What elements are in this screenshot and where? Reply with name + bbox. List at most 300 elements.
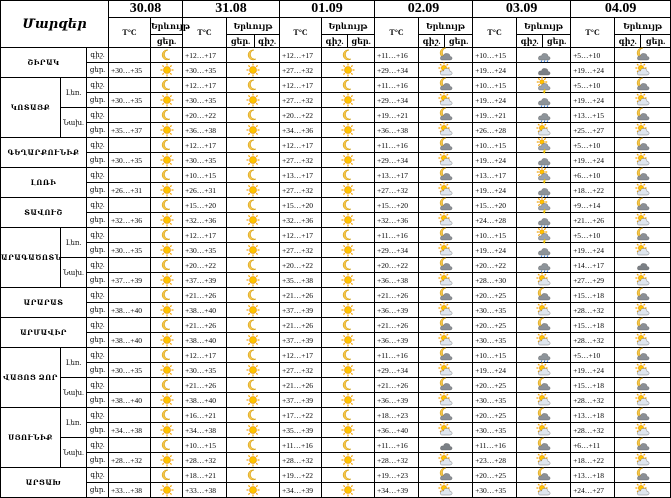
temperature-range: +20…+22 [473,258,517,273]
temperature-range: +32…+36 [375,213,419,228]
temperature-range: +10…+15 [473,348,517,363]
table-row [1,153,671,168]
sun-cloud-icon [615,423,671,438]
temperature-range: +19…+24 [473,363,517,378]
day-night-label: ցեր. [87,333,109,348]
moon-icon [322,378,375,393]
table-row [1,198,671,213]
temperature-range: +20…+22 [280,108,322,123]
sun-icon [151,243,183,258]
sun-icon [151,333,183,348]
temperature-range: +30…+35 [183,243,227,258]
moon-cloud-icon [517,378,571,393]
moon-cloud-icon [419,378,473,393]
sun-cloud-icon [615,453,671,468]
moon-cloud-icon [517,318,571,333]
day-night-label: ցեր. [87,183,109,198]
table-row [1,288,671,303]
sun-icon [151,393,183,408]
moon-cloud-icon [615,168,671,183]
day-night-label: գիշ. [87,288,109,303]
temperature-range [109,378,151,393]
sun-cloud-icon [419,453,473,468]
sun-icon [322,483,375,498]
temperature-range: +19…+21 [375,108,419,123]
temperature-range: +19…+24 [571,93,615,108]
sun-icon [151,303,183,318]
moon-cloud-icon [615,198,671,213]
moon-icon [227,198,280,213]
temperature-range: +18…+23 [375,408,419,423]
temperature-range: +27…+32 [280,363,322,378]
moon-icon [322,138,375,153]
temperature-range: +28…+32 [109,453,151,468]
sun-cloud-icon [517,123,571,138]
temperature-range: +19…+23 [375,468,419,483]
temperature-range: +6…+10 [571,168,615,183]
temperature-range: +20…+25 [473,378,517,393]
temperature-range: +32…+36 [183,213,227,228]
cloud-rain-icon [517,153,571,168]
temperature-range: +5…+10 [571,78,615,93]
temperature-range: +20…+25 [473,288,517,303]
temperature-range: +36…+39 [375,303,419,318]
temperature-range: +24…+28 [473,213,517,228]
sun-cloud-icon [419,183,473,198]
sun-icon [151,123,183,138]
temperature-range: +28…+32 [571,303,615,318]
temperature-range: +33…+38 [109,483,151,498]
moon-cloud-icon [419,408,473,423]
moon-icon [227,318,280,333]
temperature-range: +20…+25 [473,468,517,483]
moon-icon [322,198,375,213]
temperature-range: +29…+34 [375,93,419,108]
moon-cloud-icon [615,318,671,333]
moon-icon [227,108,280,123]
cloud-rain-icon [517,258,571,273]
temperature-range: +36…+39 [375,333,419,348]
moon-cloud-icon [419,78,473,93]
temperature-range: +26…+28 [473,123,517,138]
temperature-range: +12…+17 [183,138,227,153]
region-name: ԼՈՌԻ [1,168,87,198]
temperature-range: +21…+26 [183,378,227,393]
temperature-range: +28…+32 [280,453,322,468]
temperature-range: +5…+10 [571,348,615,363]
day-night-label: ցեր. [87,93,109,108]
temperature-range: +35…+39 [280,423,322,438]
moon-icon [227,48,280,63]
moon-cloud-icon [615,468,671,483]
temperature-range: +30…+35 [109,243,151,258]
day-night-label: գիշ. [87,348,109,363]
moon-cloud-icon [419,48,473,63]
region-name: ԱՐՑԱԽ [1,468,87,498]
temperature-range: +26…+31 [109,183,151,198]
table-row [1,393,671,408]
night-header: գիշ. [615,35,641,48]
temperature-range: +12…+17 [183,348,227,363]
table-row [1,273,671,288]
moon-icon [227,228,280,243]
temperature-range: +36…+38 [375,273,419,288]
day-night-label: ցեր. [87,363,109,378]
temperature-range: +12…+17 [183,228,227,243]
day-header: ցեր. [445,35,473,48]
temperature-range: +21…+26 [375,288,419,303]
day-night-label: ցեր. [87,423,109,438]
table-row [1,93,671,108]
temperature-range: +5…+10 [571,138,615,153]
sun-icon [322,123,375,138]
temp-header: T°C [375,18,419,48]
temperature-range: +37…+39 [280,303,322,318]
moon-icon [151,408,183,423]
table-row [1,123,671,138]
moon-icon [151,438,183,453]
sun-icon [151,153,183,168]
temperature-range: +16…+21 [183,408,227,423]
day-night-label: գիշ. [87,378,109,393]
sun-cloud-icon [419,213,473,228]
table-row [1,63,671,78]
temperature-range: +27…+32 [280,63,322,78]
sun-icon [227,243,280,258]
temperature-range: +20…+22 [375,258,419,273]
cloud-rain-icon [517,348,571,363]
temperature-range: +28…+32 [571,333,615,348]
temperature-range: +14…+17 [571,258,615,273]
temperature-range: +38…+40 [109,393,151,408]
moon-icon [151,138,183,153]
temperature-range: +11…+16 [473,438,517,453]
table-row [1,438,671,453]
temperature-range: +27…+32 [280,153,322,168]
temperature-range: +19…+24 [473,153,517,168]
sun-cloud-icon [517,273,571,288]
temperature-range: +11…+16 [375,348,419,363]
temperature-range [109,198,151,213]
cloud-rain-icon [517,183,571,198]
moon-cloud-icon [517,468,571,483]
weather-header: Երևույթ [615,18,671,35]
moon-cloud-icon [615,138,671,153]
temperature-range: +15…+20 [183,198,227,213]
temperature-range [109,318,151,333]
temperature-range: +21…+26 [375,318,419,333]
temperature-range: +38…+40 [183,393,227,408]
sun-cloud-icon [419,423,473,438]
table-row [1,408,671,423]
sun-icon [322,273,375,288]
day-night-label: ցեր. [87,213,109,228]
sun-cloud-icon [615,213,671,228]
temperature-range: +27…+32 [280,93,322,108]
moon-cloud-icon [517,438,571,453]
moon-icon [151,258,183,273]
sun-icon [227,453,280,468]
day-night-label: ցեր. [87,303,109,318]
moon-icon [151,468,183,483]
table-row [1,483,671,498]
temperature-range: +26…+31 [183,183,227,198]
temperature-range: +18…+21 [183,468,227,483]
region-name: ՎԱՅՈՑ ՁՈՐ [1,348,61,408]
sun-cloud-icon [419,333,473,348]
day-night-label: գիշ. [87,78,109,93]
region-name: ԱՐԱՐԱՏ [1,288,87,318]
sun-icon [322,183,375,198]
region-name: ԱՐԱԳԱԾՈՏՆ [1,228,61,288]
temperature-range: +17…+22 [280,408,322,423]
temperature-range: +18…+22 [571,183,615,198]
temp-header: T°C [280,18,322,48]
temperature-range: +19…+22 [280,468,322,483]
temperature-range: +28…+30 [473,273,517,288]
temperature-range: +13…+17 [280,168,322,183]
temperature-range: +37…+39 [280,333,322,348]
temperature-range: +12…+17 [183,78,227,93]
moon-icon [151,78,183,93]
cloud-icon [419,438,473,453]
temperature-range: +34…+36 [280,123,322,138]
temperature-range: +28…+32 [571,423,615,438]
moon-icon [227,288,280,303]
moon-cloud-icon [615,348,671,363]
subregion-label: Լեռ. [61,348,87,378]
temperature-range: +20…+22 [183,108,227,123]
temperature-range: +18…+22 [571,453,615,468]
day-night-label: գիշ. [87,468,109,483]
day-night-label: գիշ. [87,318,109,333]
temperature-range: +20…+25 [473,318,517,333]
date-header: 01.09 [280,1,375,18]
temperature-range: +9…+14 [571,198,615,213]
temp-header: T°C [571,18,615,48]
day-night-label: գիշ. [87,258,109,273]
day-night-label: գիշ. [87,168,109,183]
temperature-range: +10…+15 [473,138,517,153]
sun-icon [151,63,183,78]
moon-icon [227,438,280,453]
sun-icon [227,483,280,498]
moon-icon [322,288,375,303]
date-header: 02.09 [375,1,473,18]
temperature-range [109,168,151,183]
sun-cloud-icon [419,63,473,78]
table-row [1,108,671,123]
night-header: գիշ. [255,35,280,48]
subregion-label: Նախ. [61,258,87,288]
table-row [1,48,671,63]
temperature-range: +30…+35 [183,63,227,78]
temperature-range: +21…+26 [280,378,322,393]
date-header: 30.08 [109,1,183,18]
moon-cloud-icon [615,408,671,423]
region-name: ԳԵՂԱՐՔՈՒՆԻՔ [1,138,87,168]
temperature-range: +11…+16 [375,48,419,63]
temperature-range: +37…+39 [109,273,151,288]
temperature-range: +30…+35 [473,483,517,498]
moon-cloud-icon [517,288,571,303]
day-night-label: ցեր. [87,153,109,168]
sun-cloud-icon [615,243,671,258]
moon-cloud-icon [419,168,473,183]
day-night-label: գիշ. [87,108,109,123]
day-night-label: ցեր. [87,453,109,468]
moon-icon [151,318,183,333]
subregion-label: Նախ. [61,378,87,408]
moon-icon [322,168,375,183]
moon-cloud-icon [419,288,473,303]
temperature-range: +24…+27 [571,483,615,498]
sun-cloud-icon [615,183,671,198]
day-header: ցեր. [348,35,375,48]
sun-icon [227,273,280,288]
moon-icon [151,168,183,183]
temperature-range [109,408,151,423]
temperature-range: +30…+35 [473,423,517,438]
temperature-range: +34…+39 [375,483,419,498]
temperature-range: +15…+20 [375,198,419,213]
moon-icon [322,408,375,423]
temperature-range: +20…+22 [183,258,227,273]
night-header: գիշ. [419,35,445,48]
cloud-rain-icon [517,243,571,258]
table-row [1,258,671,273]
sun-icon [322,453,375,468]
moon-icon [151,198,183,213]
moon-cloud-icon [419,318,473,333]
region-name: ՍՅՈՒՆԻՔ [1,408,61,468]
date-header: 04.09 [571,1,671,18]
temperature-range: +32…+36 [109,213,151,228]
temperature-range: +35…+37 [109,123,151,138]
temperature-range: +37…+39 [280,393,322,408]
subregion-label: Լեռ. [61,78,87,108]
night-header: գիշ. [517,35,543,48]
temperature-range: +19…+24 [571,363,615,378]
thunderstorm-icon [517,168,571,183]
day-night-label: ցեր. [87,483,109,498]
sun-cloud-icon [615,393,671,408]
temperature-range: +12…+17 [183,48,227,63]
sun-cloud-icon [419,153,473,168]
moon-icon [322,468,375,483]
temperature-range: +12…+17 [280,78,322,93]
sun-icon [322,393,375,408]
moon-icon [151,378,183,393]
sun-cloud-icon [419,303,473,318]
temperature-range: +36…+38 [183,123,227,138]
temperature-range: +11…+16 [375,438,419,453]
sun-cloud-icon [419,123,473,138]
temperature-range: +21…+26 [280,318,322,333]
temperature-range: +21…+26 [183,318,227,333]
moon-cloud-icon [517,408,571,423]
moon-cloud-icon [419,348,473,363]
temperature-range [109,138,151,153]
subregion-label: Նախ. [61,438,87,468]
temperature-range: +21…+26 [375,378,419,393]
day-night-label: գիշ. [87,48,109,63]
day-night-label: գիշ. [87,228,109,243]
moon-cloud-icon [419,468,473,483]
sun-icon [151,213,183,228]
temperature-range: +21…+26 [183,288,227,303]
table-row [1,138,671,153]
cloud-icon [517,63,571,78]
moon-cloud-icon [615,228,671,243]
temperature-range: +30…+35 [183,153,227,168]
sun-icon [227,93,280,108]
temperature-range: +29…+34 [375,363,419,378]
moon-cloud-icon [419,138,473,153]
temperature-range [109,438,151,453]
temperature-range: +30…+35 [473,393,517,408]
sun-icon [227,363,280,378]
date-header: 31.08 [183,1,280,18]
temperature-range: +19…+24 [571,63,615,78]
temperature-range: +15…+18 [571,288,615,303]
temperature-range: +20…+22 [280,258,322,273]
temperature-range: +13…+17 [375,168,419,183]
sun-cloud-icon [517,333,571,348]
moon-icon [151,288,183,303]
temperature-range: +21…+26 [280,288,322,303]
temperature-range: +15…+20 [280,198,322,213]
sun-icon [227,63,280,78]
temperature-range: +20…+25 [473,408,517,423]
table-row [1,453,671,468]
temperature-range: +33…+38 [183,483,227,498]
temperature-range: +29…+34 [375,63,419,78]
sun-cloud-icon [615,303,671,318]
day-night-label: գիշ. [87,438,109,453]
temperature-range: +28…+32 [571,393,615,408]
day-night-label: ցեր. [87,63,109,78]
region-name: ԿՈՏԱՅՔ [1,78,61,138]
temperature-range: +19…+24 [473,183,517,198]
sun-icon [151,423,183,438]
moon-icon [151,228,183,243]
table-row [1,78,671,93]
sun-icon [322,63,375,78]
temperature-range: +10…+15 [473,78,517,93]
temperature-range: +12…+17 [280,348,322,363]
temperature-range: +13…+15 [571,108,615,123]
temperature-range: +11…+16 [375,78,419,93]
table-row [1,243,671,258]
table-row [1,363,671,378]
sun-cloud-icon [419,273,473,288]
date-header: 03.09 [473,1,571,18]
sun-cloud-icon [419,363,473,378]
sun-icon [227,153,280,168]
day-header: ցեր. [151,35,183,48]
temperature-range: +34…+39 [280,483,322,498]
thunderstorm-icon [517,78,571,93]
day-night-label: գիշ. [87,408,109,423]
subregion-label: Լեռ. [61,228,87,258]
temperature-range: +38…+40 [183,303,227,318]
sun-cloud-icon [615,93,671,108]
temperature-range [109,228,151,243]
temperature-range: +30…+35 [109,63,151,78]
sun-icon [322,153,375,168]
table-row [1,183,671,198]
